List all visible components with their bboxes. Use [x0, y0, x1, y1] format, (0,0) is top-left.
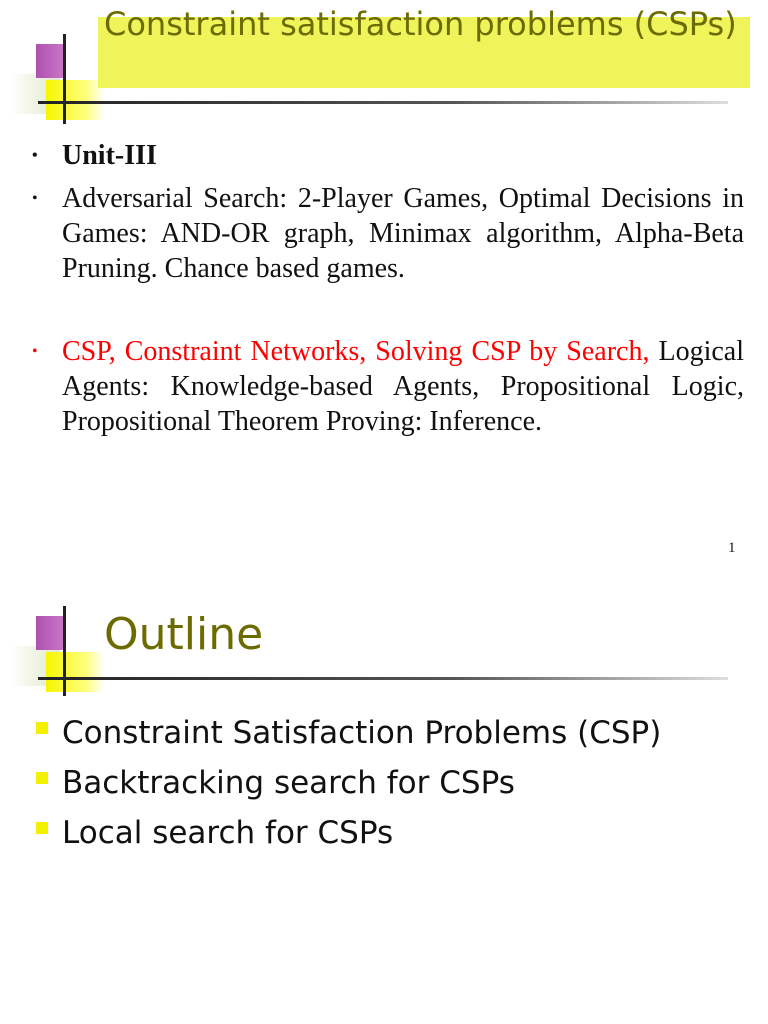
list-item [30, 138, 744, 173]
bullet-dot-icon: • [32, 190, 38, 207]
outline-list [34, 708, 754, 858]
title-underline [38, 101, 728, 104]
yellow-square-bullet-icon [36, 822, 48, 834]
vertical-rule [63, 606, 66, 696]
list-item [34, 758, 754, 808]
bullet-text: Adversarial Search: 2-Player Games, Optimal Decisions in Games: AND-OR graph, Minimax algorithm, Alpha-Beta Pruning. Chance based games. [62, 183, 744, 284]
slide-title: Constraint satisfaction problems (CSPs) [104, 5, 737, 43]
bullet-text: Logical Agents: Knowledge-based Agents, Propositional Logic, Propositional Theorem Proving: Inference. [62, 336, 744, 437]
yellow-square-bullet-icon [36, 722, 48, 734]
yellow-square-bullet-icon [36, 772, 48, 784]
title-underline [38, 677, 728, 680]
purple-square [36, 616, 66, 650]
list-item [34, 808, 754, 858]
page-number: 1 [728, 540, 736, 556]
outline-item-text: Constraint Satisfaction Problems (CSP) [62, 715, 662, 751]
outline-item-text: Backtracking search for CSPs [62, 765, 515, 801]
bullet-text: Unit-III [62, 140, 157, 171]
bullet-dot-icon: • [32, 147, 38, 164]
outline-item-text: Local search for CSPs [62, 815, 394, 851]
vertical-rule [63, 34, 66, 124]
bullet-dot-icon: • [32, 343, 38, 360]
list-item [34, 708, 754, 758]
bullet-list [30, 138, 744, 439]
list-item [30, 181, 744, 286]
slide-2 [0, 596, 768, 1024]
purple-square [36, 44, 66, 78]
corner-decoration [0, 572, 120, 702]
slide-title: Outline [104, 609, 264, 660]
list-item [30, 334, 744, 439]
yellow-square [46, 652, 104, 692]
bullet-highlight-text: CSP, Constraint Networks, Solving CSP by Search, [62, 336, 650, 367]
yellow-square [46, 80, 104, 120]
